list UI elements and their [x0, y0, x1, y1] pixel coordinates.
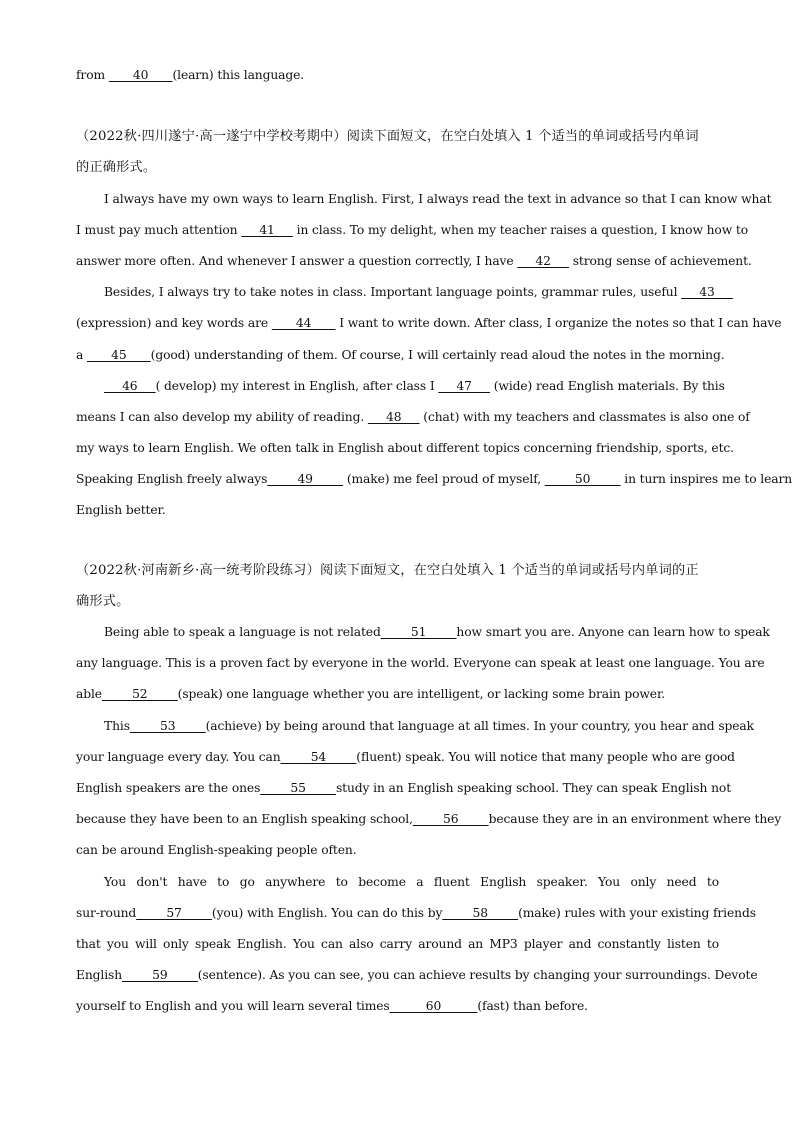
text-line: [76, 898, 756, 929]
section-heading: （2022秋·四川遂宁·高一遂宁中学校考期中）阅读下面短文，在空白处填入 1 个适当的单词或括号内单词: [76, 129, 699, 145]
text-line: [76, 929, 719, 960]
text-line: [76, 246, 752, 277]
text-run: Speaking English freely always: [76, 472, 268, 487]
text-run: any language. This is a proven fact by everyone in the world. Everyone can speak at least one language. You are: [76, 656, 765, 671]
blank-55: _____55_____: [260, 780, 336, 795]
text-run: can be around English-speaking people often.: [76, 843, 357, 858]
text-line: [76, 742, 735, 773]
blank-52: _____52_____: [101, 687, 178, 702]
text-line: [76, 804, 782, 835]
blank-51: _____51_____: [380, 625, 457, 639]
text-run: (wide) read English materials. By this: [489, 378, 725, 393]
text-run: (expression) and key words are: [76, 316, 272, 331]
text-run: (chat) with my teachers and classmates is also one of: [419, 409, 750, 424]
text-run: a: [76, 347, 88, 362]
text-run: answer more often. And whenever I answer a question correctly, I have: [76, 253, 518, 268]
section-heading: （2022秋·河南新乡·高一统考阶段练习）阅读下面短文，在空白处填入 1 个适当的单词或括号内单词的正: [76, 562, 699, 578]
text-run: (you) with English. You can do this by: [211, 905, 443, 920]
text-line: [76, 617, 770, 648]
blank-48: ___48___: [367, 409, 420, 424]
text-run: from: [76, 68, 109, 82]
text-line: [76, 867, 719, 898]
text-line: [76, 433, 734, 464]
text-line: [76, 277, 733, 308]
blank-56: _____56_____: [412, 812, 489, 827]
blank-47: ___47___: [438, 378, 490, 393]
text-line: [76, 773, 732, 804]
text-run: study in an English speaking school. They can speak English not: [335, 780, 732, 795]
text-run: This: [104, 718, 130, 733]
section-heading-cont: 的正确形式。: [76, 160, 157, 176]
text-line: [76, 835, 719, 866]
blank-54: _____54_____: [280, 749, 357, 764]
text-run: in class. To my delight, when my teacher raises a question, I know how to: [292, 222, 749, 237]
blank-45: ____45____: [87, 347, 151, 362]
text-run: because they have been to an English speaking school,: [76, 812, 413, 827]
blank-41: ___41___: [241, 222, 293, 237]
text-run: how smart you are. Anyone can learn how to speak: [456, 625, 770, 639]
text-line: [76, 464, 793, 495]
text-run: (make) me feel proud of myself,: [343, 472, 545, 487]
document-page: [76, 60, 793, 1022]
section-gap: [76, 527, 719, 555]
text-run: ( develop) my interest in English, after class I: [155, 378, 439, 393]
blank-60: ______60______: [389, 999, 478, 1014]
text-run: (achieve) by being around that language at all times. In your country, you hear and speak: [205, 718, 754, 733]
text-run: means I can also develop my ability of reading.: [76, 409, 368, 424]
text-run: English: [76, 968, 123, 983]
blank-58: _____58_____: [442, 905, 519, 920]
text-line: [76, 184, 772, 215]
section-gap: [76, 91, 719, 121]
blank-53: _____53_____: [129, 718, 206, 733]
text-line: [76, 648, 765, 679]
text-run: your language every day. You can: [76, 749, 281, 764]
text-run: Besides, I always try to take notes in class. Important language points, grammar rules, useful: [104, 285, 682, 300]
text-line: [76, 991, 719, 1022]
blank-42: ___42___: [517, 253, 569, 268]
text-line: [76, 679, 719, 710]
text-run: strong sense of achievement.: [568, 253, 752, 268]
text-run: my ways to learn English. We often talk in English about different topics concerning friendship, sports, etc.: [76, 441, 734, 456]
blank-43: ___43___: [681, 285, 733, 300]
blank-49: _____49_____: [267, 472, 344, 487]
text-run: (make) rules with your existing friends: [518, 905, 756, 920]
text-line: [76, 308, 782, 339]
text-line: [76, 711, 754, 742]
blank-44: ____44____: [271, 316, 336, 331]
text-line: [76, 402, 750, 433]
text-run: sur-round: [76, 905, 137, 920]
text-run: You don't have to go anywhere to become a fluent English speaker. You only need to: [104, 874, 719, 889]
text-line: [76, 960, 758, 991]
text-run: yourself to English and you will learn several times: [76, 999, 390, 1014]
text-run: (speak) one language whether you are intelligent, or lacking some brain power.: [177, 687, 666, 702]
text-run: in turn inspires me to learn: [620, 472, 793, 487]
text-run: English better.: [76, 503, 166, 518]
text-line: [76, 495, 719, 526]
blank-46: ___46___: [104, 378, 156, 393]
blank-40: ____40____: [108, 68, 173, 82]
text-run: Being able to speak a language is not related: [104, 625, 381, 639]
text-run: because they are in an environment where they: [488, 812, 782, 827]
text-run: I must pay much attention: [76, 222, 242, 237]
text-run: (sentence). As you can see, you can achieve results by changing your surroundings. Devote: [197, 968, 758, 983]
text-line: [76, 60, 719, 91]
text-run: that you will only speak English. You can also carry around an MP3 player and constantly listen to: [76, 936, 719, 951]
text-run: able: [76, 687, 102, 702]
text-run: (learn) this language.: [172, 68, 305, 82]
text-run: I want to write down. After class, I organize the notes so that I can have: [335, 316, 782, 331]
text-run: (fast) than before.: [477, 999, 588, 1014]
text-run: (good) understanding of them. Of course, I will certainly read aloud the notes in the morning.: [150, 347, 725, 362]
text-line: [76, 215, 749, 246]
text-run: (fluent) speak. You will notice that many people who are good: [356, 749, 735, 764]
text-line: [76, 340, 725, 371]
blank-50: _____50_____: [544, 472, 621, 487]
text-line: [76, 371, 725, 402]
text-run: I always have my own ways to learn English. First, I always read the text in advance so that I can know what: [104, 191, 772, 206]
blank-57: _____57_____: [136, 905, 212, 920]
section-heading-cont: 确形式。: [76, 593, 130, 609]
blank-59: _____59_____: [122, 968, 198, 983]
text-run: English speakers are the ones: [76, 780, 261, 795]
